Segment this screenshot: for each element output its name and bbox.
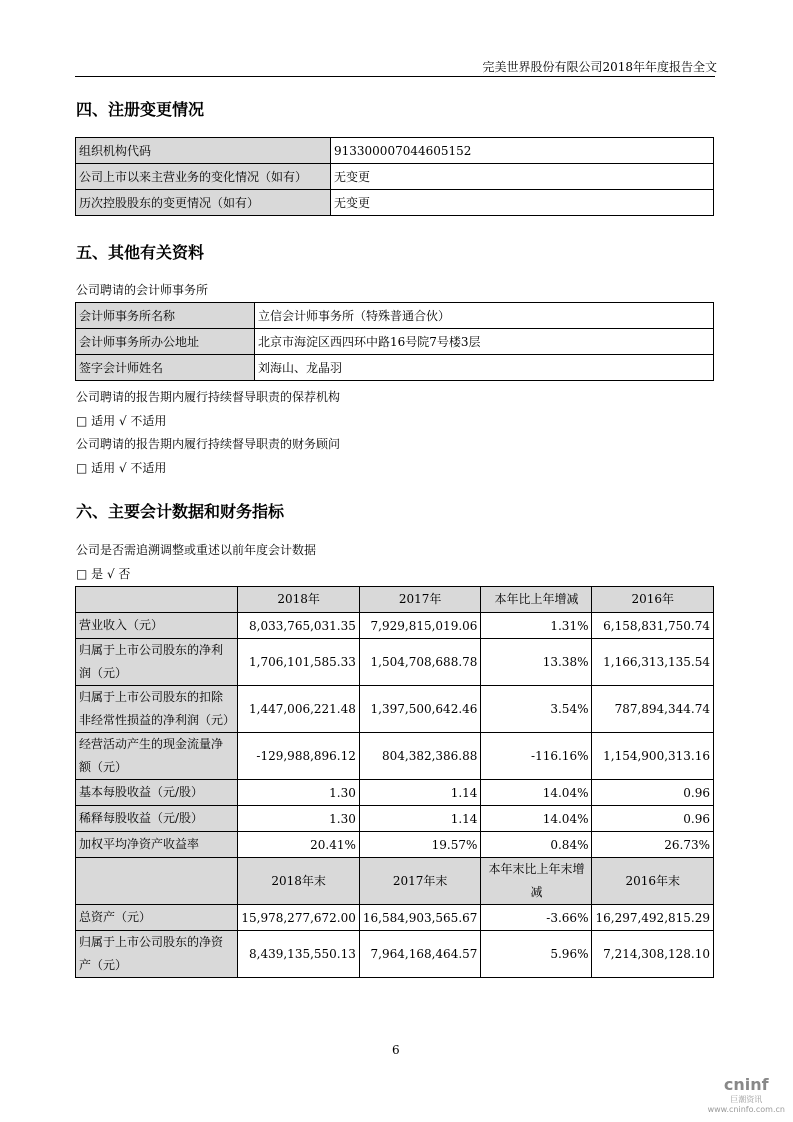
row-label: 归属于上市公司股东的净资产（元） (76, 931, 238, 978)
cell-value: 13.38% (481, 639, 592, 686)
table-row (76, 905, 714, 931)
cell-value: 刘海山、龙晶羽 (255, 355, 714, 381)
cell-value: 无变更 (331, 164, 714, 190)
table-row (76, 832, 714, 858)
restate-option: □ 是 √ 否 (76, 567, 131, 581)
table-row (76, 931, 714, 978)
cell-value: 1,504,708,688.78 (359, 639, 481, 686)
cell-value: 14.04% (481, 806, 592, 832)
cell-value: 0.84% (481, 832, 592, 858)
table-row (76, 587, 714, 613)
row-label: 会计师事务所名称 (76, 303, 255, 329)
row-label (76, 587, 238, 613)
cell-value: 1,397,500,642.46 (359, 686, 481, 733)
table-row (76, 806, 714, 832)
row-label: 归属于上市公司股东的净利润（元） (76, 639, 238, 686)
cell-value: 1.14 (359, 806, 481, 832)
section-4-title: 四、注册变更情况 (76, 100, 205, 119)
cell-value: 19.57% (359, 832, 481, 858)
row-label: 会计师事务所办公地址 (76, 329, 255, 355)
financial-indicators-table (75, 586, 714, 978)
cell-value: 16,584,903,565.67 (359, 905, 481, 931)
table-row (76, 329, 714, 355)
cell-value: 3.54% (481, 686, 592, 733)
cell-value: 立信会计师事务所（特殊普通合伙） (255, 303, 714, 329)
row-label: 归属于上市公司股东的扣除非经常性损益的净利润（元） (76, 686, 238, 733)
running-header: 完美世界股份有限公司2018年年度报告全文 (482, 60, 717, 74)
cell-value: 804,382,386.88 (359, 733, 481, 780)
logo-cn: 巨潮资讯 (730, 1095, 763, 1104)
section-5-title: 五、其他有关资料 (76, 243, 205, 262)
table-row (76, 138, 714, 164)
cell-value: 2017年 (359, 587, 481, 613)
row-label: 签字会计师姓名 (76, 355, 255, 381)
registration-table (75, 137, 714, 216)
table-row (76, 639, 714, 686)
cell-value: 1,447,006,221.48 (238, 686, 360, 733)
table-row (76, 303, 714, 329)
header-rule (75, 76, 715, 77)
cell-value: -116.16% (481, 733, 592, 780)
advisor-option: □ 适用 √ 不适用 (76, 461, 167, 475)
page-number: 6 (392, 1043, 400, 1057)
cell-value: 787,894,344.74 (592, 686, 714, 733)
cell-value: 7,964,168,464.57 (359, 931, 481, 978)
cell-value: 0.96 (592, 806, 714, 832)
table-row (76, 780, 714, 806)
cell-value: 0.96 (592, 780, 714, 806)
auditor-intro: 公司聘请的会计师事务所 (76, 283, 209, 297)
table-row (76, 858, 714, 905)
cell-value: 1.30 (238, 780, 360, 806)
logo-brand: cninf (723, 1075, 769, 1094)
cell-value: 本年末比上年末增减 (481, 858, 592, 905)
cell-value: 1.31% (481, 613, 592, 639)
table-row (76, 355, 714, 381)
logo-url: www.cninfo.com.cn (707, 1105, 785, 1114)
row-label (76, 858, 238, 905)
cell-value: 6,158,831,750.74 (592, 613, 714, 639)
cell-value: 1,154,900,313.16 (592, 733, 714, 780)
cell-value: 16,297,492,815.29 (592, 905, 714, 931)
table-row (76, 164, 714, 190)
sponsor-option: □ 适用 √ 不适用 (76, 414, 167, 428)
sponsor-label: 公司聘请的报告期内履行持续督导职责的保荐机构 (76, 390, 341, 404)
cell-value: 5.96% (481, 931, 592, 978)
table-row (76, 686, 714, 733)
row-label: 总资产（元） (76, 905, 238, 931)
row-label: 营业收入（元） (76, 613, 238, 639)
cell-value: 1.14 (359, 780, 481, 806)
cell-value: 7,214,308,128.10 (592, 931, 714, 978)
row-label: 基本每股收益（元/股） (76, 780, 238, 806)
row-label: 加权平均净资产收益率 (76, 832, 238, 858)
cell-value: 1,166,313,135.54 (592, 639, 714, 686)
cell-value: 8,439,135,550.13 (238, 931, 360, 978)
cell-value: 无变更 (331, 190, 714, 216)
cell-value: 7,929,815,019.06 (359, 613, 481, 639)
cell-value: 1,706,101,585.33 (238, 639, 360, 686)
cell-value: -3.66% (481, 905, 592, 931)
cell-value: 2018年末 (238, 858, 360, 905)
table-row (76, 733, 714, 780)
cell-value: 8,033,765,031.35 (238, 613, 360, 639)
cell-value: 14.04% (481, 780, 592, 806)
auditor-table (75, 302, 714, 381)
advisor-label: 公司聘请的报告期内履行持续督导职责的财务顾问 (76, 437, 341, 451)
cell-value: 1.30 (238, 806, 360, 832)
row-label: 历次控股股东的变更情况（如有） (76, 190, 331, 216)
row-label: 稀释每股收益（元/股） (76, 806, 238, 832)
cell-value: 2016年 (592, 587, 714, 613)
cninfo-logo (708, 1075, 785, 1114)
cell-value: 2016年末 (592, 858, 714, 905)
cell-value: 91330000704460515​2 (331, 138, 714, 164)
table-row (76, 190, 714, 216)
cell-value: 2017年末 (359, 858, 481, 905)
cell-value: 20.41% (238, 832, 360, 858)
section-6-title: 六、主要会计数据和财务指标 (76, 502, 285, 521)
cell-value: -129,988,896.12 (238, 733, 360, 780)
cell-value: 北京市海淀区西四环中路16号院7号楼3层 (255, 329, 714, 355)
cell-value: 26.73% (592, 832, 714, 858)
cell-value: 15,978,277,672.00 (238, 905, 360, 931)
row-label: 经营活动产生的现金流量净额（元） (76, 733, 238, 780)
row-label: 组织机构代码 (76, 138, 331, 164)
table-row (76, 613, 714, 639)
restate-question: 公司是否需追溯调整或重述以前年度会计数据 (76, 543, 317, 557)
cell-value: 本年比上年增减 (481, 587, 592, 613)
row-label: 公司上市以来主营业务的变化情况（如有） (76, 164, 331, 190)
cell-value: 2018年 (238, 587, 360, 613)
